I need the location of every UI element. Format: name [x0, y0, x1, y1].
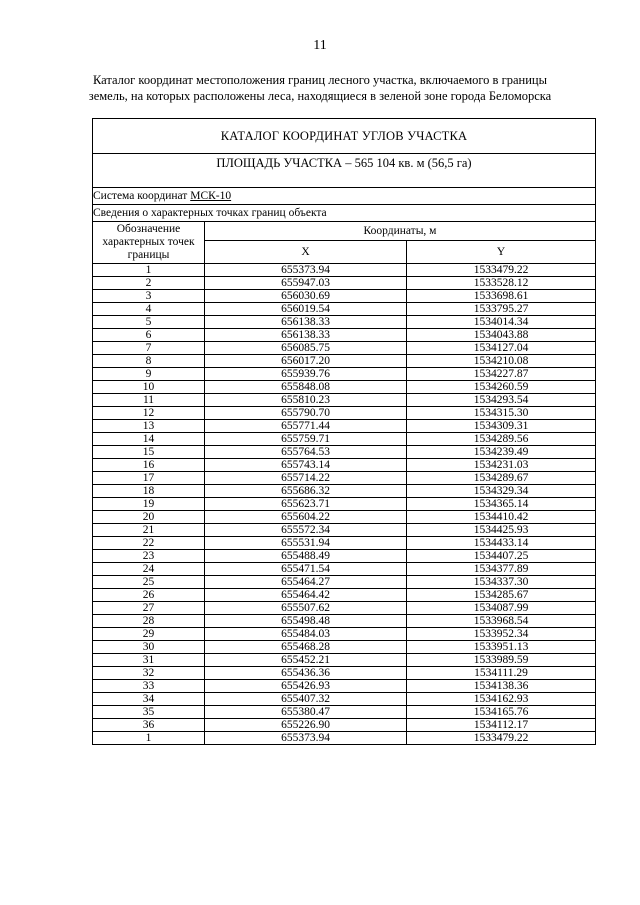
point-number-cell: 25 [93, 576, 205, 589]
table-row [93, 485, 596, 498]
y-coordinate-cell: 1533989.59 [407, 654, 596, 667]
point-number-cell: 6 [93, 329, 205, 342]
x-coordinate-cell: 655810.23 [205, 394, 407, 407]
point-number-cell: 2 [93, 277, 205, 290]
table-row [93, 498, 596, 511]
point-number-cell: 32 [93, 667, 205, 680]
point-number-cell: 13 [93, 420, 205, 433]
x-coordinate-cell: 655771.44 [205, 420, 407, 433]
y-coordinate-cell: 1534289.56 [407, 433, 596, 446]
y-coordinate-cell: 1534315.30 [407, 407, 596, 420]
point-number-cell: 30 [93, 641, 205, 654]
x-coordinate-cell: 655471.54 [205, 563, 407, 576]
table-row [93, 277, 596, 290]
y-coordinate-cell: 1534112.17 [407, 719, 596, 732]
point-number-cell: 17 [93, 472, 205, 485]
point-number-cell: 7 [93, 342, 205, 355]
x-coordinate-cell: 655531.94 [205, 537, 407, 550]
y-coordinate-cell: 1534165.76 [407, 706, 596, 719]
y-coordinate-cell: 1533479.22 [407, 264, 596, 277]
table-row [93, 693, 596, 706]
table-row [93, 563, 596, 576]
catalog-title-row [93, 119, 596, 154]
x-coordinate-cell: 655373.94 [205, 264, 407, 277]
point-number-cell: 31 [93, 654, 205, 667]
y-coordinate-cell: 1534087.99 [407, 602, 596, 615]
x-coordinate-cell: 655507.62 [205, 602, 407, 615]
point-number-cell: 24 [93, 563, 205, 576]
y-coordinate-cell: 1533479.22 [407, 732, 596, 745]
x-coordinate-cell: 655714.22 [205, 472, 407, 485]
table-row [93, 654, 596, 667]
point-number-cell: 36 [93, 719, 205, 732]
table-row [93, 329, 596, 342]
col-header-x: X [205, 241, 407, 264]
table-row [93, 316, 596, 329]
x-coordinate-cell: 655373.94 [205, 732, 407, 745]
x-coordinate-cell: 655498.48 [205, 615, 407, 628]
y-coordinate-cell: 1534260.59 [407, 381, 596, 394]
y-coordinate-cell: 1534231.03 [407, 459, 596, 472]
point-number-cell: 1 [93, 732, 205, 745]
table-row [93, 732, 596, 745]
point-number-cell: 19 [93, 498, 205, 511]
point-number-cell: 18 [93, 485, 205, 498]
coord-system-value: МСК-10 [190, 190, 232, 202]
table-row [93, 602, 596, 615]
point-number-cell: 9 [93, 368, 205, 381]
y-coordinate-cell: 1534289.67 [407, 472, 596, 485]
point-number-cell: 10 [93, 381, 205, 394]
x-coordinate-cell: 655426.93 [205, 680, 407, 693]
table-row [93, 667, 596, 680]
y-coordinate-cell: 1534337.30 [407, 576, 596, 589]
table-row [93, 524, 596, 537]
table-row [93, 433, 596, 446]
table-row [93, 446, 596, 459]
y-coordinate-cell: 1533698.61 [407, 290, 596, 303]
y-coordinate-cell: 1534377.89 [407, 563, 596, 576]
coordinate-catalog-table [92, 118, 596, 745]
table-row [93, 420, 596, 433]
y-coordinate-cell: 1534239.49 [407, 446, 596, 459]
point-number-cell: 16 [93, 459, 205, 472]
table-row [93, 511, 596, 524]
table-row [93, 407, 596, 420]
point-number-cell: 4 [93, 303, 205, 316]
table-row [93, 394, 596, 407]
y-coordinate-cell: 1534365.14 [407, 498, 596, 511]
x-coordinate-cell: 655468.28 [205, 641, 407, 654]
x-coordinate-cell: 655939.76 [205, 368, 407, 381]
x-coordinate-cell: 655848.08 [205, 381, 407, 394]
y-coordinate-cell: 1534014.34 [407, 316, 596, 329]
table-row [93, 472, 596, 485]
y-coordinate-cell: 1534329.34 [407, 485, 596, 498]
x-coordinate-cell: 655686.32 [205, 485, 407, 498]
y-coordinate-cell: 1534111.29 [407, 667, 596, 680]
y-coordinate-cell: 1534127.04 [407, 342, 596, 355]
table-row [93, 576, 596, 589]
x-coordinate-cell: 655464.42 [205, 589, 407, 602]
x-coordinate-cell: 655790.70 [205, 407, 407, 420]
table-row [93, 537, 596, 550]
area-row [93, 154, 596, 188]
y-coordinate-cell: 1534043.88 [407, 329, 596, 342]
table-row [93, 589, 596, 602]
y-coordinate-cell: 1534285.67 [407, 589, 596, 602]
x-coordinate-cell: 656030.69 [205, 290, 407, 303]
coord-system-label: Система координат [93, 190, 191, 202]
x-coordinate-cell: 655947.03 [205, 277, 407, 290]
y-coordinate-cell: 1534309.31 [407, 420, 596, 433]
table-row [93, 628, 596, 641]
x-coordinate-cell: 655226.90 [205, 719, 407, 732]
x-coordinate-cell: 655604.22 [205, 511, 407, 524]
document-caption: Каталог координат местоположения границ лесного участка, включаемого в границы земель, на которых расположены леса, находящиеся в зеленой зоне города Беломорска [88, 73, 552, 103]
point-number-cell: 3 [93, 290, 205, 303]
points-info: Сведения о характерных точках границ объекта [93, 205, 596, 222]
x-coordinate-cell: 656138.33 [205, 316, 407, 329]
table-row [93, 342, 596, 355]
x-coordinate-cell: 655759.71 [205, 433, 407, 446]
x-coordinate-cell: 655623.71 [205, 498, 407, 511]
coord-system-cell [93, 188, 596, 205]
area-value: ПЛОЩАДЬ УЧАСТКА – 565 104 кв. м (56,5 га) [93, 154, 596, 188]
table-row [93, 459, 596, 472]
table-row [93, 355, 596, 368]
y-coordinate-cell: 1533951.13 [407, 641, 596, 654]
y-coordinate-cell: 1534227.87 [407, 368, 596, 381]
header-row-1 [93, 222, 596, 241]
point-number-cell: 11 [93, 394, 205, 407]
point-number-cell: 27 [93, 602, 205, 615]
table-row [93, 719, 596, 732]
x-coordinate-cell: 655452.21 [205, 654, 407, 667]
point-number-cell: 28 [93, 615, 205, 628]
page-number: 11 [313, 38, 327, 53]
x-coordinate-cell: 655436.36 [205, 667, 407, 680]
y-coordinate-cell: 1534410.42 [407, 511, 596, 524]
point-number-cell: 34 [93, 693, 205, 706]
point-number-cell: 20 [93, 511, 205, 524]
point-number-cell: 26 [93, 589, 205, 602]
y-coordinate-cell: 1533968.54 [407, 615, 596, 628]
table-row [93, 368, 596, 381]
x-coordinate-cell: 655407.32 [205, 693, 407, 706]
x-coordinate-cell: 656017.20 [205, 355, 407, 368]
col-header-point: Обозначение характерных точек границы [93, 222, 205, 264]
point-number-cell: 15 [93, 446, 205, 459]
point-number-cell: 5 [93, 316, 205, 329]
x-coordinate-cell: 656085.75 [205, 342, 407, 355]
table-row [93, 381, 596, 394]
table-row [93, 680, 596, 693]
x-coordinate-cell: 655484.03 [205, 628, 407, 641]
x-coordinate-cell: 655572.34 [205, 524, 407, 537]
y-coordinate-cell: 1534407.25 [407, 550, 596, 563]
table-row [93, 706, 596, 719]
x-coordinate-cell: 656019.54 [205, 303, 407, 316]
table-row [93, 550, 596, 563]
point-number-cell: 21 [93, 524, 205, 537]
x-coordinate-cell: 655380.47 [205, 706, 407, 719]
x-coordinate-cell: 655764.53 [205, 446, 407, 459]
table-row [93, 615, 596, 628]
y-coordinate-cell: 1534425.93 [407, 524, 596, 537]
y-coordinate-cell: 1534433.14 [407, 537, 596, 550]
catalog-title: КАТАЛОГ КООРДИНАТ УГЛОВ УЧАСТКА [93, 119, 596, 154]
point-number-cell: 12 [93, 407, 205, 420]
table-row [93, 303, 596, 316]
point-number-cell: 23 [93, 550, 205, 563]
points-info-row [93, 205, 596, 222]
col-header-y: Y [407, 241, 596, 264]
y-coordinate-cell: 1533952.34 [407, 628, 596, 641]
y-coordinate-cell: 1533795.27 [407, 303, 596, 316]
point-number-cell: 8 [93, 355, 205, 368]
point-number-cell: 1 [93, 264, 205, 277]
col-header-coords: Координаты, м [205, 222, 596, 241]
point-number-cell: 29 [93, 628, 205, 641]
table-row [93, 264, 596, 277]
table-row [93, 641, 596, 654]
x-coordinate-cell: 656138.33 [205, 329, 407, 342]
y-coordinate-cell: 1534162.93 [407, 693, 596, 706]
y-coordinate-cell: 1534138.36 [407, 680, 596, 693]
point-number-cell: 33 [93, 680, 205, 693]
point-number-cell: 35 [93, 706, 205, 719]
point-number-cell: 22 [93, 537, 205, 550]
point-number-cell: 14 [93, 433, 205, 446]
x-coordinate-cell: 655464.27 [205, 576, 407, 589]
y-coordinate-cell: 1534293.54 [407, 394, 596, 407]
coord-system-row [93, 188, 596, 205]
x-coordinate-cell: 655743.14 [205, 459, 407, 472]
table-row [93, 290, 596, 303]
y-coordinate-cell: 1534210.08 [407, 355, 596, 368]
x-coordinate-cell: 655488.49 [205, 550, 407, 563]
y-coordinate-cell: 1533528.12 [407, 277, 596, 290]
